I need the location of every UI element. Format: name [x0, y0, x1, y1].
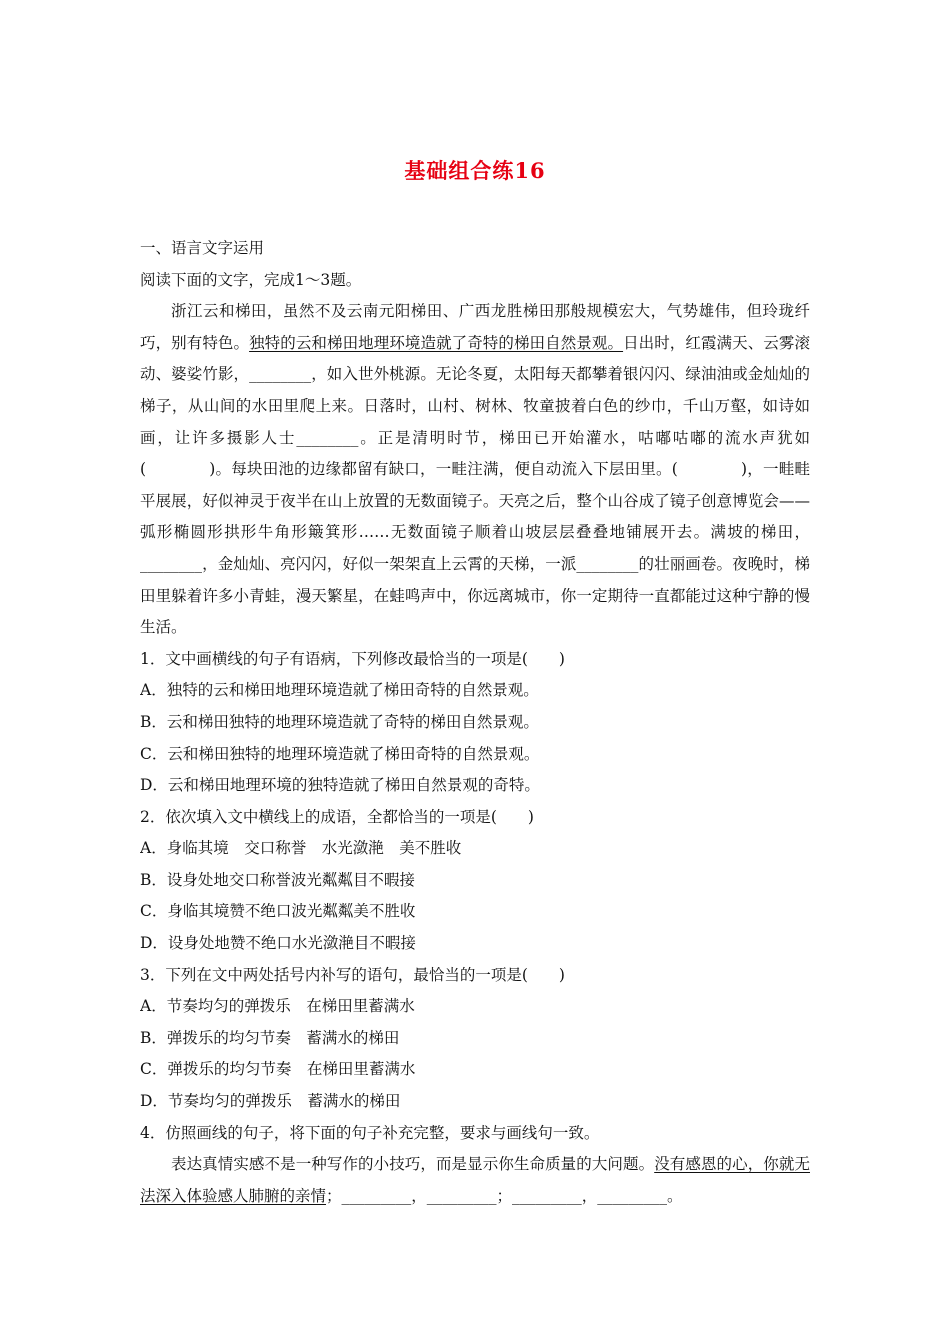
question-1-stem: 1．文中画横线的句子有语病，下列修改最恰当的一项是( ) [140, 649, 565, 668]
section-heading: 一、语言文字运用 [140, 239, 265, 257]
question-2-option-c: C．身临其境赞不绝口波光粼粼美不胜收 [140, 902, 416, 921]
question-3-option-d: D．节奏均匀的弹拨乐 蓄满水的梯田 [140, 1092, 401, 1111]
question-4-blanks: ；_________，_________；_________，_________。 [326, 1186, 683, 1205]
question-2-stem: 2．依次填入文中横线上的成语，全都恰当的一项是( ) [140, 807, 534, 826]
passage-intro: 浙江云和梯田，虽然不及云南元阳梯田、广西龙胜梯田那般规模宏大，气势雄伟，但玲珑纤巧，别有特色。 [140, 302, 810, 352]
question-4-passage [140, 1149, 810, 1212]
underlined-sentence: 独特的云和梯田地理环境造就了奇特的梯田自然景观。 [249, 333, 624, 352]
passage-body: 日出时，红霞满天、云雾滚动、婆娑竹影，________，如入世外桃源。无论冬夏，太阳每天都攀着银闪闪、绿油油或金灿灿的梯子，从山间的水田里爬上来。日落时，山村、树林、牧童披着白色的纱巾，千山万壑，如诗如画，让许多摄影人士________。正是清明时节，梯田已开始灌水，咕嘟咕嘟的流水声犹如( )。每块田池的边缘都留有缺口，一畦注满，便自动流入下层田里。( )，一畦畦平展展，好似神灵于夜半在山上放置的无数面镜子。天亮之后，整个山谷成了镜子创意博览会——弧形椭圆形拱形牛角形簸箕形……无数面镜子顺着山坡层层叠叠地铺展开去。满坡的梯田，________，金灿灿、亮闪闪，好似一架架直上云霄的天梯，一派________的壮丽画卷。夜晚时，梯田里躲着许多小青蛙，漫天繁星，在蛙鸣声中，你远离城市，你一定期待一直都能过这种宁静的慢生活。 [140, 333, 810, 637]
question-4-stem: 4．仿照画线的句子，将下面的句子补充完整，要求与画线句一致。 [140, 1123, 600, 1142]
question-1-option-a: A．独特的云和梯田地理环境造就了梯田奇特的自然景观。 [140, 681, 539, 700]
question-4-lead: 表达真情实感不是一种写作的小技巧，而是显示你生命质量的大问题。 [171, 1155, 655, 1174]
question-2-option-a: A．身临其境 交口称誉 水光潋滟 美不胜收 [140, 839, 462, 858]
reading-instruction: 阅读下面的文字，完成1～3题。 [140, 270, 362, 289]
question-3-option-a: A．节奏均匀的弹拨乐 在梯田里蓄满水 [140, 997, 415, 1016]
question-1-option-d: D．云和梯田地理环境的独特造就了梯田自然景观的奇特。 [140, 776, 540, 795]
reading-passage [140, 296, 810, 644]
question-3-option-c: C．弹拨乐的均匀节奏 在梯田里蓄满水 [140, 1060, 416, 1079]
question-3-stem: 3．下列在文中两处括号内补写的语句，最恰当的一项是( ) [140, 965, 565, 984]
question-4-underlined-sentence: 没有感恩的心，你就无法深入体验感人肺腑的亲情 [140, 1155, 810, 1205]
question-1-option-b: B．云和梯田独特的地理环境造就了奇特的梯田自然景观。 [140, 712, 539, 731]
question-3-option-b: B．弹拨乐的均匀节奏 蓄满水的梯田 [140, 1028, 400, 1047]
page-title: 基础组合练16 [404, 158, 546, 183]
question-2-option-b: B．设身处地交口称誉波光粼粼目不暇接 [140, 870, 415, 889]
question-1-option-c: C．云和梯田独特的地理环境造就了梯田奇特的自然景观。 [140, 744, 540, 763]
question-2-option-d: D．设身处地赞不绝口水光潋滟目不暇接 [140, 934, 416, 953]
